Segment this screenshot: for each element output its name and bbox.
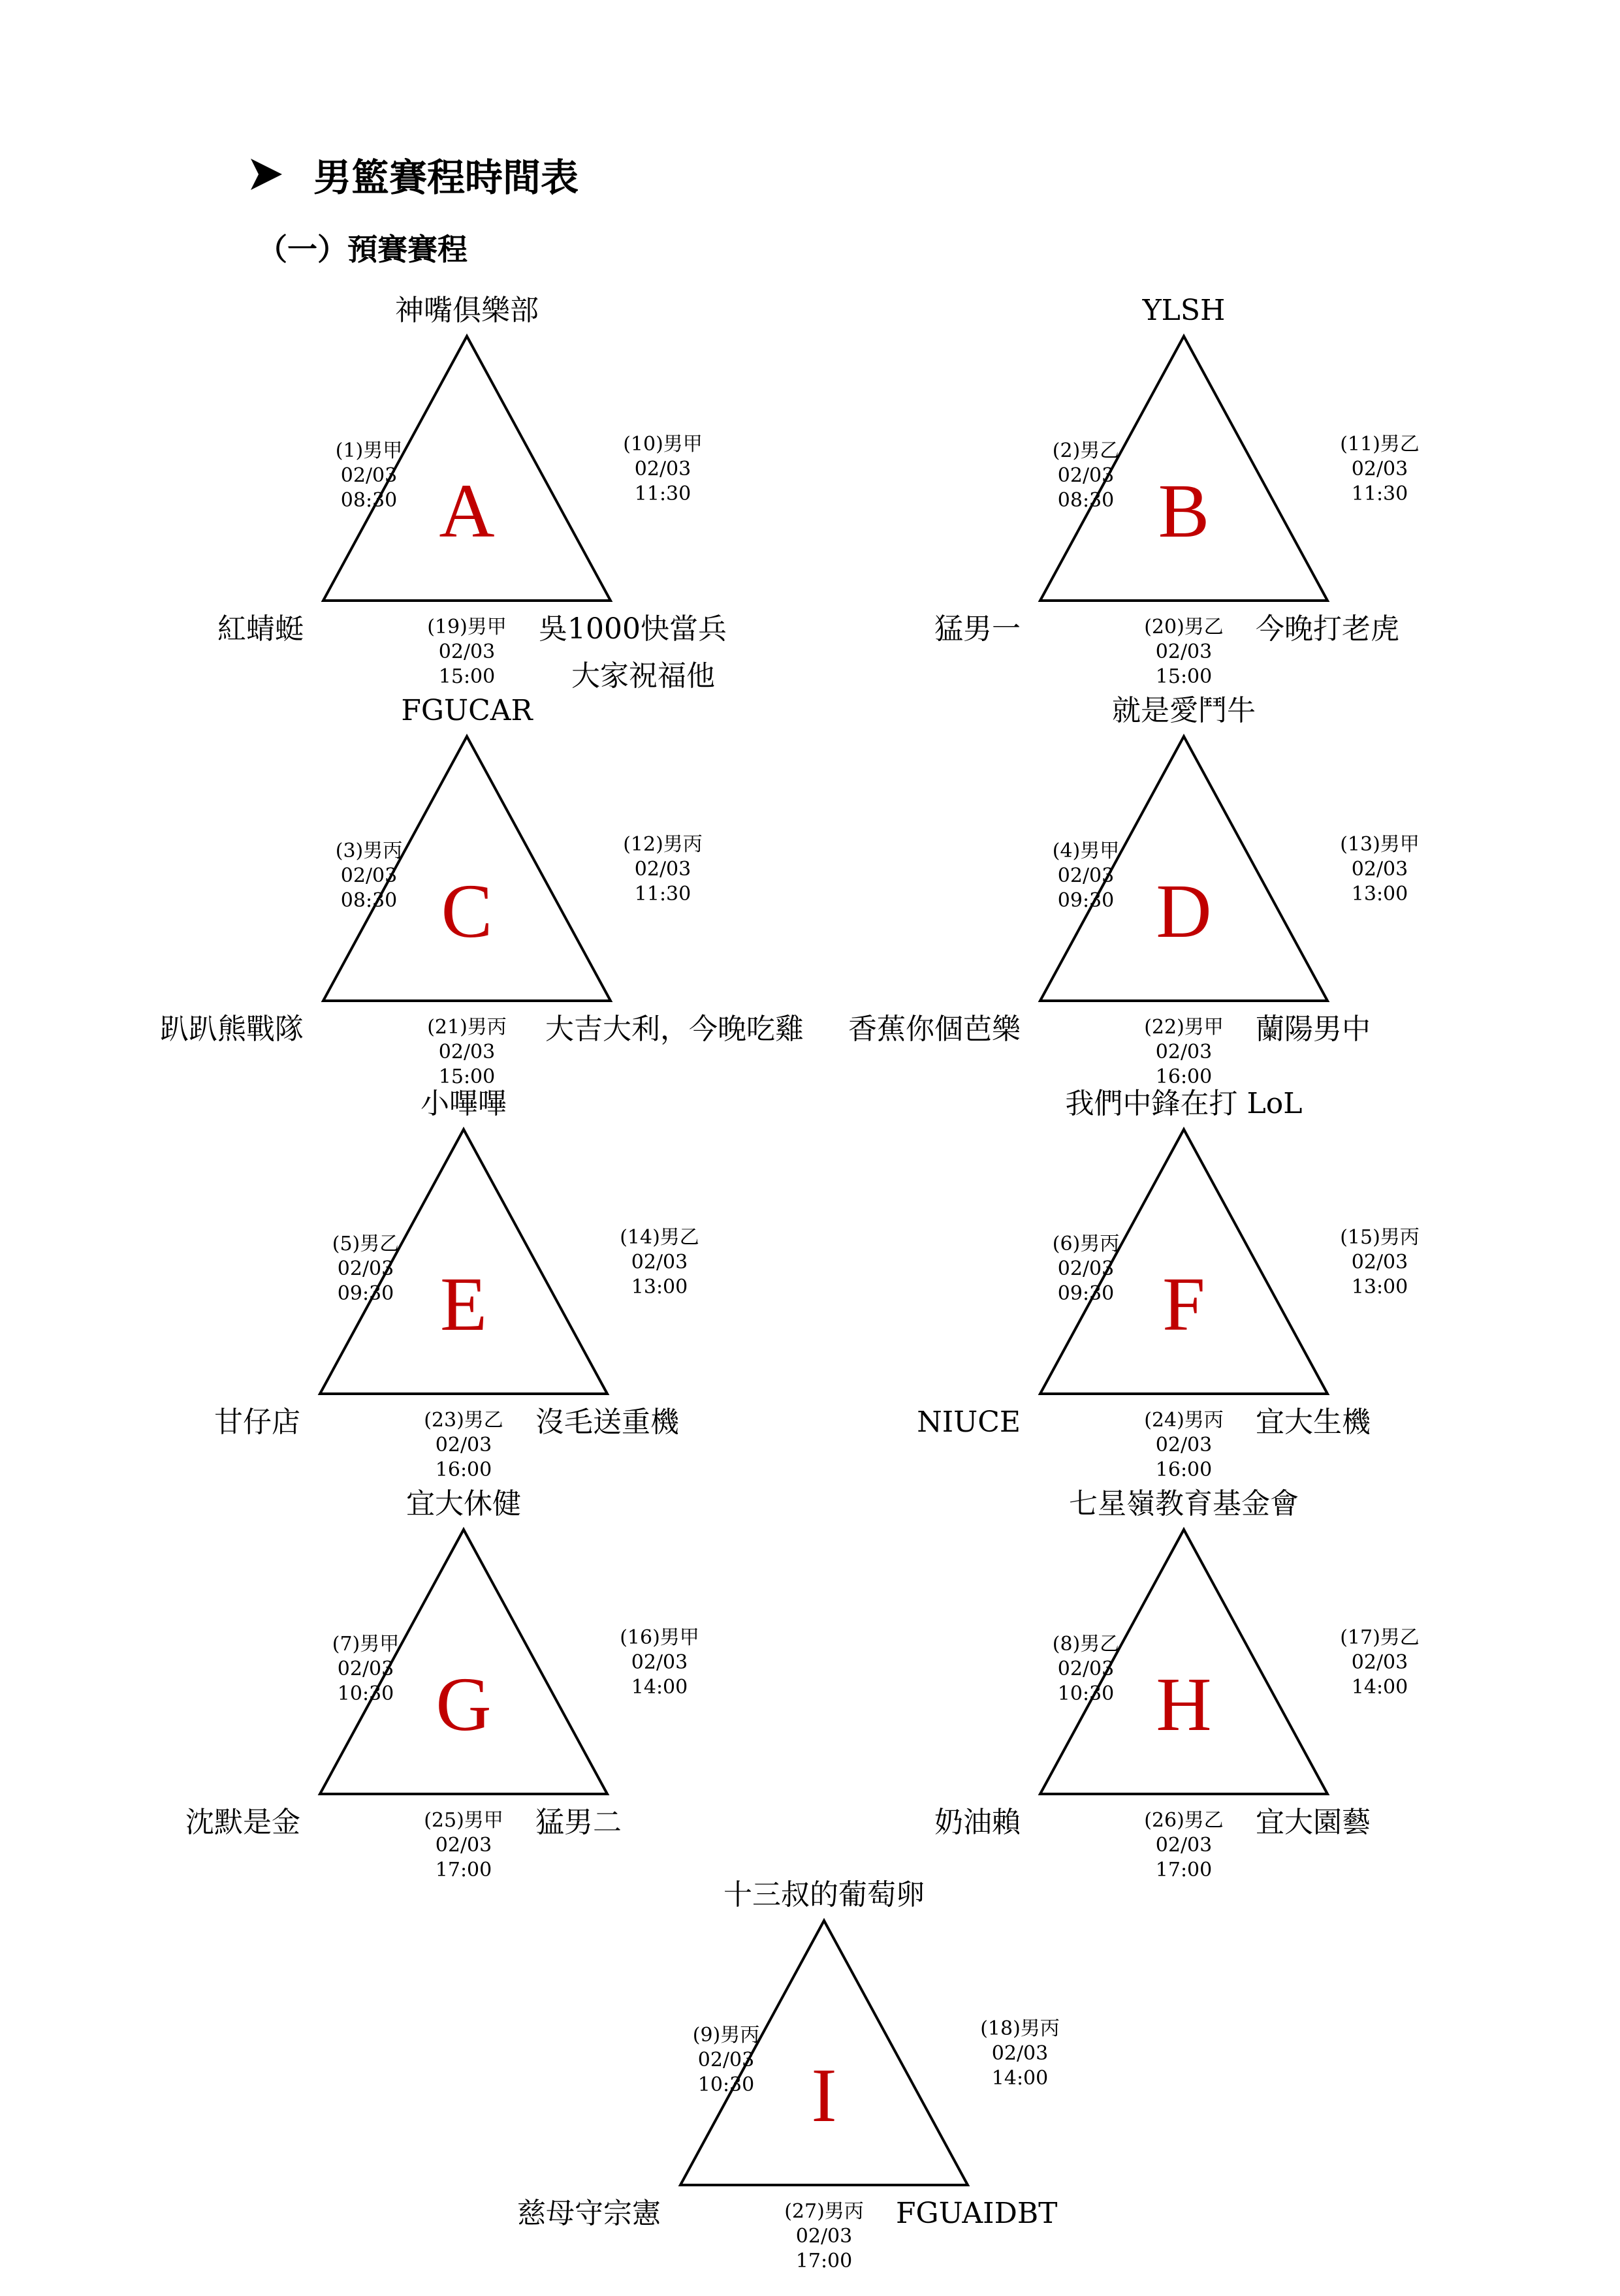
group-label: E bbox=[439, 1261, 488, 1347]
game-date: 02/03 bbox=[634, 858, 691, 881]
group-h bbox=[857, 1487, 1510, 1905]
arrowhead-bullet-icon bbox=[248, 156, 285, 193]
game-date: 02/03 bbox=[991, 2042, 1049, 2065]
game-bottom bbox=[379, 1408, 548, 1483]
team-top: 宜大休健 bbox=[406, 1487, 521, 1520]
game-date: 02/03 bbox=[1351, 1651, 1408, 1674]
game-left bbox=[641, 2023, 811, 2098]
team-left: 慈母守宗憲 bbox=[517, 2197, 661, 2230]
group-c bbox=[140, 694, 804, 1112]
subsection-heading: （一）預賽賽程 bbox=[257, 232, 468, 267]
game-date: 02/03 bbox=[795, 2225, 853, 2248]
game-date: 02/03 bbox=[337, 1658, 394, 1680]
game-time: 09:30 bbox=[1057, 1282, 1115, 1305]
game-date: 02/03 bbox=[631, 1251, 688, 1274]
game-number: (14)男乙 bbox=[620, 1226, 699, 1249]
game-time: 10:30 bbox=[697, 2073, 755, 2096]
game-date: 02/03 bbox=[435, 1434, 492, 1456]
team-top: 我們中鋒在打 LoL bbox=[1065, 1087, 1303, 1120]
game-date: 02/03 bbox=[438, 1041, 496, 1063]
game-right bbox=[578, 832, 748, 907]
game-date: 02/03 bbox=[1155, 1834, 1213, 1857]
game-time: 15:00 bbox=[438, 665, 496, 688]
group-label: I bbox=[811, 2052, 837, 2138]
game-time: 14:00 bbox=[631, 1676, 688, 1699]
game-time: 11:30 bbox=[634, 482, 691, 505]
team-right: FGUAIDBT bbox=[896, 2197, 1058, 2230]
game-left bbox=[284, 839, 454, 913]
game-number: (13)男甲 bbox=[1340, 833, 1420, 856]
game-number: (4)男甲 bbox=[1052, 840, 1120, 862]
game-number: (11)男乙 bbox=[1340, 433, 1420, 456]
game-date: 02/03 bbox=[1351, 1251, 1408, 1274]
game-time: 09:30 bbox=[1057, 889, 1115, 912]
game-number: (16)男甲 bbox=[620, 1626, 699, 1649]
game-time: 14:00 bbox=[991, 2067, 1049, 2090]
game-left bbox=[1001, 839, 1171, 913]
game-left bbox=[281, 1632, 451, 1706]
game-date: 02/03 bbox=[1155, 1041, 1213, 1063]
game-number: (10)男甲 bbox=[623, 433, 703, 456]
team-top: 七星嶺教育基金會 bbox=[1069, 1487, 1299, 1520]
game-bottom bbox=[382, 1015, 552, 1090]
team-left: NIUCE bbox=[917, 1406, 1021, 1439]
game-date: 02/03 bbox=[634, 458, 691, 480]
game-number: (24)男丙 bbox=[1144, 1409, 1224, 1432]
game-right bbox=[575, 1225, 744, 1300]
group-g bbox=[137, 1487, 790, 1905]
group-label: D bbox=[1156, 868, 1212, 954]
game-time: 16:00 bbox=[435, 1458, 492, 1481]
team-left: 紅蜻蜓 bbox=[217, 612, 304, 646]
game-time: 14:00 bbox=[1351, 1676, 1408, 1699]
team-right: 蘭陽男中 bbox=[1256, 1013, 1371, 1046]
team-top: FGUCAR bbox=[401, 694, 533, 727]
game-number: (23)男乙 bbox=[424, 1409, 503, 1432]
team-top: 十三叔的葡萄卵 bbox=[723, 1878, 925, 1911]
game-right bbox=[1295, 1626, 1465, 1700]
game-time: 09:30 bbox=[337, 1282, 394, 1305]
game-number: (7)男甲 bbox=[332, 1633, 400, 1656]
game-date: 02/03 bbox=[340, 864, 398, 887]
team-top: YLSH bbox=[1142, 294, 1226, 327]
game-time: 13:00 bbox=[631, 1276, 688, 1298]
game-date: 02/03 bbox=[340, 464, 398, 487]
team-top: 就是愛鬥牛 bbox=[1112, 694, 1256, 727]
game-bottom bbox=[379, 1808, 548, 1883]
game-date: 02/03 bbox=[1155, 1434, 1213, 1456]
team-left: 奶油賴 bbox=[934, 1806, 1021, 1839]
game-time: 08:30 bbox=[340, 889, 398, 912]
game-number: (17)男乙 bbox=[1340, 1626, 1420, 1649]
game-date: 02/03 bbox=[435, 1834, 492, 1857]
group-b bbox=[857, 294, 1510, 712]
team-top: 小嗶嗶 bbox=[421, 1087, 507, 1120]
game-time: 15:00 bbox=[1155, 665, 1213, 688]
group-d bbox=[848, 694, 1510, 1112]
group-f bbox=[857, 1087, 1510, 1505]
game-number: (26)男乙 bbox=[1144, 1809, 1224, 1832]
game-right bbox=[935, 2017, 1105, 2091]
game-date: 02/03 bbox=[1155, 640, 1213, 663]
game-left bbox=[1001, 1632, 1171, 1706]
game-bottom bbox=[382, 615, 552, 689]
game-left bbox=[284, 439, 454, 513]
section-heading bbox=[248, 147, 579, 202]
game-number: (27)男丙 bbox=[784, 2200, 864, 2223]
game-time: 16:00 bbox=[1155, 1458, 1213, 1481]
game-number: (12)男丙 bbox=[623, 833, 703, 856]
team-left: 趴趴熊戰隊 bbox=[160, 1013, 304, 1046]
game-time: 08:30 bbox=[1057, 489, 1115, 512]
game-right bbox=[578, 432, 748, 507]
group-label: G bbox=[436, 1661, 492, 1747]
team-left: 香蕉你個芭樂 bbox=[848, 1013, 1021, 1046]
team-right-line2: 大家祝福他 bbox=[571, 659, 715, 693]
group-a bbox=[140, 294, 793, 712]
group-e bbox=[137, 1087, 790, 1505]
group-i bbox=[498, 1878, 1151, 2296]
group-label: C bbox=[441, 868, 493, 954]
team-right: 沒毛送重機 bbox=[535, 1406, 679, 1439]
game-date: 02/03 bbox=[631, 1651, 688, 1674]
game-number: (5)男乙 bbox=[332, 1233, 400, 1255]
game-right bbox=[1295, 832, 1465, 907]
team-top: 神嘴俱樂部 bbox=[395, 294, 539, 327]
game-left bbox=[1001, 439, 1171, 513]
game-date: 02/03 bbox=[1057, 864, 1115, 887]
game-date: 02/03 bbox=[1351, 458, 1408, 480]
game-bottom bbox=[1099, 1408, 1269, 1483]
team-left: 猛男一 bbox=[934, 612, 1021, 646]
game-time: 11:30 bbox=[634, 883, 691, 905]
game-time: 17:00 bbox=[1155, 1859, 1213, 1881]
game-time: 17:00 bbox=[795, 2250, 853, 2272]
game-number: (9)男丙 bbox=[692, 2024, 760, 2047]
game-bottom bbox=[1099, 615, 1269, 689]
page-title: 男籃賽程時間表 bbox=[313, 155, 579, 200]
game-date: 02/03 bbox=[1057, 1658, 1115, 1680]
game-bottom bbox=[739, 2199, 909, 2274]
game-left bbox=[1001, 1232, 1171, 1306]
team-left: 甘仔店 bbox=[214, 1406, 300, 1439]
game-date: 02/03 bbox=[438, 640, 496, 663]
game-number: (6)男丙 bbox=[1052, 1233, 1120, 1255]
group-label: F bbox=[1162, 1261, 1205, 1347]
game-date: 02/03 bbox=[1057, 464, 1115, 487]
game-time: 10:30 bbox=[337, 1682, 394, 1705]
game-date: 02/03 bbox=[1057, 1257, 1115, 1280]
game-right bbox=[575, 1626, 744, 1700]
group-label: A bbox=[439, 468, 495, 554]
game-number: (8)男乙 bbox=[1052, 1633, 1120, 1656]
game-number: (25)男甲 bbox=[424, 1809, 503, 1832]
game-time: 08:30 bbox=[340, 489, 398, 512]
game-bottom bbox=[1099, 1808, 1269, 1883]
game-time: 13:00 bbox=[1351, 1276, 1408, 1298]
game-number: (18)男丙 bbox=[980, 2017, 1060, 2040]
game-right bbox=[1295, 1225, 1465, 1300]
team-right: 大吉大利，今晚吃雞 bbox=[545, 1013, 804, 1046]
game-time: 16:00 bbox=[1155, 1065, 1213, 1088]
game-number: (2)男乙 bbox=[1052, 439, 1120, 462]
game-number: (22)男甲 bbox=[1144, 1016, 1224, 1039]
game-time: 13:00 bbox=[1351, 883, 1408, 905]
game-time: 11:30 bbox=[1351, 482, 1408, 505]
team-right: 今晚打老虎 bbox=[1256, 612, 1399, 646]
game-time: 10:30 bbox=[1057, 1682, 1115, 1705]
game-number: (1)男甲 bbox=[335, 439, 403, 462]
team-left: 沈默是金 bbox=[185, 1806, 300, 1839]
game-bottom bbox=[1099, 1015, 1269, 1090]
group-label: H bbox=[1156, 1661, 1212, 1747]
game-date: 02/03 bbox=[1351, 858, 1408, 881]
game-number: (20)男乙 bbox=[1144, 616, 1224, 638]
game-date: 02/03 bbox=[697, 2049, 755, 2071]
team-right: 宜大園藝 bbox=[1256, 1806, 1371, 1839]
game-date: 02/03 bbox=[337, 1257, 394, 1280]
game-number: (21)男丙 bbox=[427, 1016, 507, 1039]
game-left bbox=[281, 1232, 451, 1306]
team-right: 宜大生機 bbox=[1256, 1406, 1371, 1439]
game-time: 17:00 bbox=[435, 1859, 492, 1881]
game-number: (19)男甲 bbox=[427, 616, 507, 638]
game-number: (15)男丙 bbox=[1340, 1226, 1420, 1249]
group-label: B bbox=[1158, 468, 1210, 554]
game-time: 15:00 bbox=[438, 1065, 496, 1088]
game-right bbox=[1295, 432, 1465, 507]
team-right: 吳1000快當兵 bbox=[539, 612, 727, 646]
game-number: (3)男丙 bbox=[335, 840, 403, 862]
team-right: 猛男二 bbox=[535, 1806, 622, 1839]
